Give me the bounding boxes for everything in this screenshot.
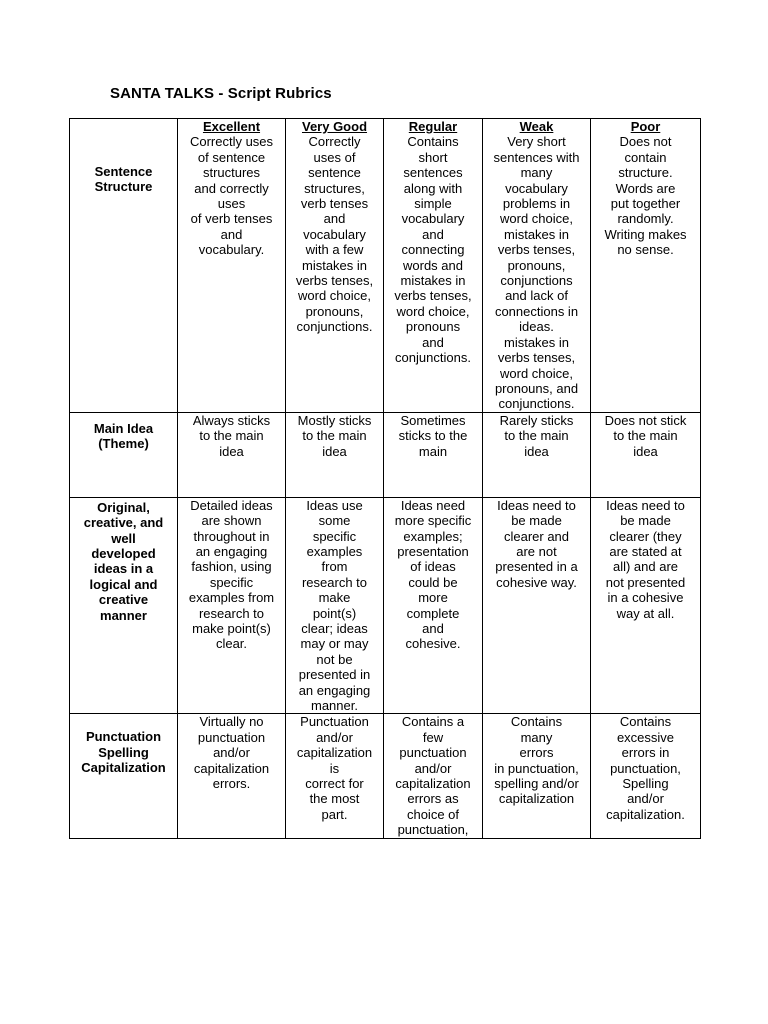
document-title: SANTA TALKS - Script Rubrics — [110, 85, 332, 102]
cell-text: Ideas need more specific examples; presentation of ideas could be more complete and cohesive. — [394, 497, 472, 652]
row-label: Sentence Structure — [94, 164, 153, 195]
level-header-excellent: Excellent — [202, 119, 261, 134]
cell-text: Correctly uses of sentence structures, verb tenses and vocabulary with a few mistakes in verbs tenses, word choice, pronouns, conjunctions. — [295, 134, 374, 335]
rubric-table — [69, 118, 701, 839]
rubric-cell-regular — [384, 119, 483, 413]
rubric-cell-very-good — [286, 714, 384, 838]
rubric-cell-regular — [384, 497, 483, 714]
rubric-row-main-idea — [70, 412, 701, 497]
level-header-regular: Regular — [408, 119, 458, 134]
row-label-cell — [70, 497, 178, 714]
cell-text: Mostly sticks to the main idea — [297, 412, 372, 459]
rubric-cell-weak — [483, 497, 591, 714]
rubric-cell-very-good — [286, 412, 384, 497]
rubric-cell-weak — [483, 714, 591, 838]
cell-text: Contains short sentences along with simple vocabulary and connecting words and mistakes in verbs tenses, word choice, pronouns and conjunctions. — [394, 134, 472, 366]
cell-text: Ideas need to be made clearer (they are stated at all) and are not presented in a cohesive way at all. — [605, 497, 686, 621]
cell-text: Rarely sticks to the main idea — [499, 412, 574, 459]
row-label: Original, creative, and well developed ideas in a logical and creative manner — [83, 499, 164, 623]
rubric-row-sentence-structure — [70, 119, 701, 413]
row-label-cell — [70, 119, 178, 413]
rubric-cell-regular — [384, 412, 483, 497]
rubric-cell-excellent — [178, 497, 286, 714]
row-label-cell — [70, 714, 178, 838]
rubric-cell-poor — [591, 119, 701, 413]
cell-text: Contains a few punctuation and/or capitalization errors as choice of punctuation, — [395, 714, 471, 838]
level-header-very-good: Very Good — [301, 119, 368, 134]
rubric-cell-weak — [483, 412, 591, 497]
cell-text: Does not stick to the main idea — [604, 412, 687, 459]
level-header-poor: Poor — [630, 119, 661, 134]
rubric-row-original-ideas — [70, 497, 701, 714]
row-label: Punctuation Spelling Capitalization — [81, 729, 166, 776]
cell-text: Contains excessive errors in punctuation, Spelling and/or capitalization. — [606, 714, 685, 822]
cell-text: Virtually no punctuation and/or capitalization errors. — [193, 714, 270, 792]
row-label-cell — [70, 412, 178, 497]
cell-text: Correctly uses of sentence structures and correctly uses of verb tenses and vocabulary. — [189, 134, 274, 258]
cell-text: Contains many errors in punctuation, spelling and/or capitalization — [494, 714, 579, 807]
rubric-row-punctuation — [70, 714, 701, 838]
rubric-cell-poor — [591, 497, 701, 714]
cell-text: Sometimes sticks to the main — [398, 412, 468, 459]
cell-text: Ideas use some specific examples from research to make point(s) clear; ideas may or may not be presented in an engaging manner. — [298, 497, 371, 713]
rubric-cell-poor — [591, 714, 701, 838]
rubric-cell-excellent — [178, 119, 286, 413]
row-label: Main Idea (Theme) — [93, 420, 154, 452]
rubric-cell-excellent — [178, 714, 286, 838]
cell-text: Ideas need to be made clearer and are not presented in a cohesive way. — [495, 497, 578, 590]
cell-text: Always sticks to the main idea — [192, 412, 271, 459]
cell-text: Very short sentences with many vocabulary problems in word choice, mistakes in verbs tenses, pronouns, conjunctions and lack of connections in ideas. mistakes in verbs tenses, word choice, pronouns, and conjunctions. — [493, 134, 580, 412]
rubric-cell-excellent — [178, 412, 286, 497]
cell-text: Does not contain structure. Words are put together randomly. Writing makes no sense. — [604, 134, 687, 258]
rubric-cell-poor — [591, 412, 701, 497]
rubric-cell-very-good — [286, 497, 384, 714]
rubric-cell-weak — [483, 119, 591, 413]
rubric-cell-regular — [384, 714, 483, 838]
level-header-weak: Weak — [519, 119, 554, 134]
cell-text: Detailed ideas are shown throughout in an engaging fashion, using specific examples from research to make point(s) clear. — [188, 497, 275, 652]
rubric-cell-very-good — [286, 119, 384, 413]
cell-text: Punctuation and/or capitalization is correct for the most part. — [296, 714, 373, 822]
